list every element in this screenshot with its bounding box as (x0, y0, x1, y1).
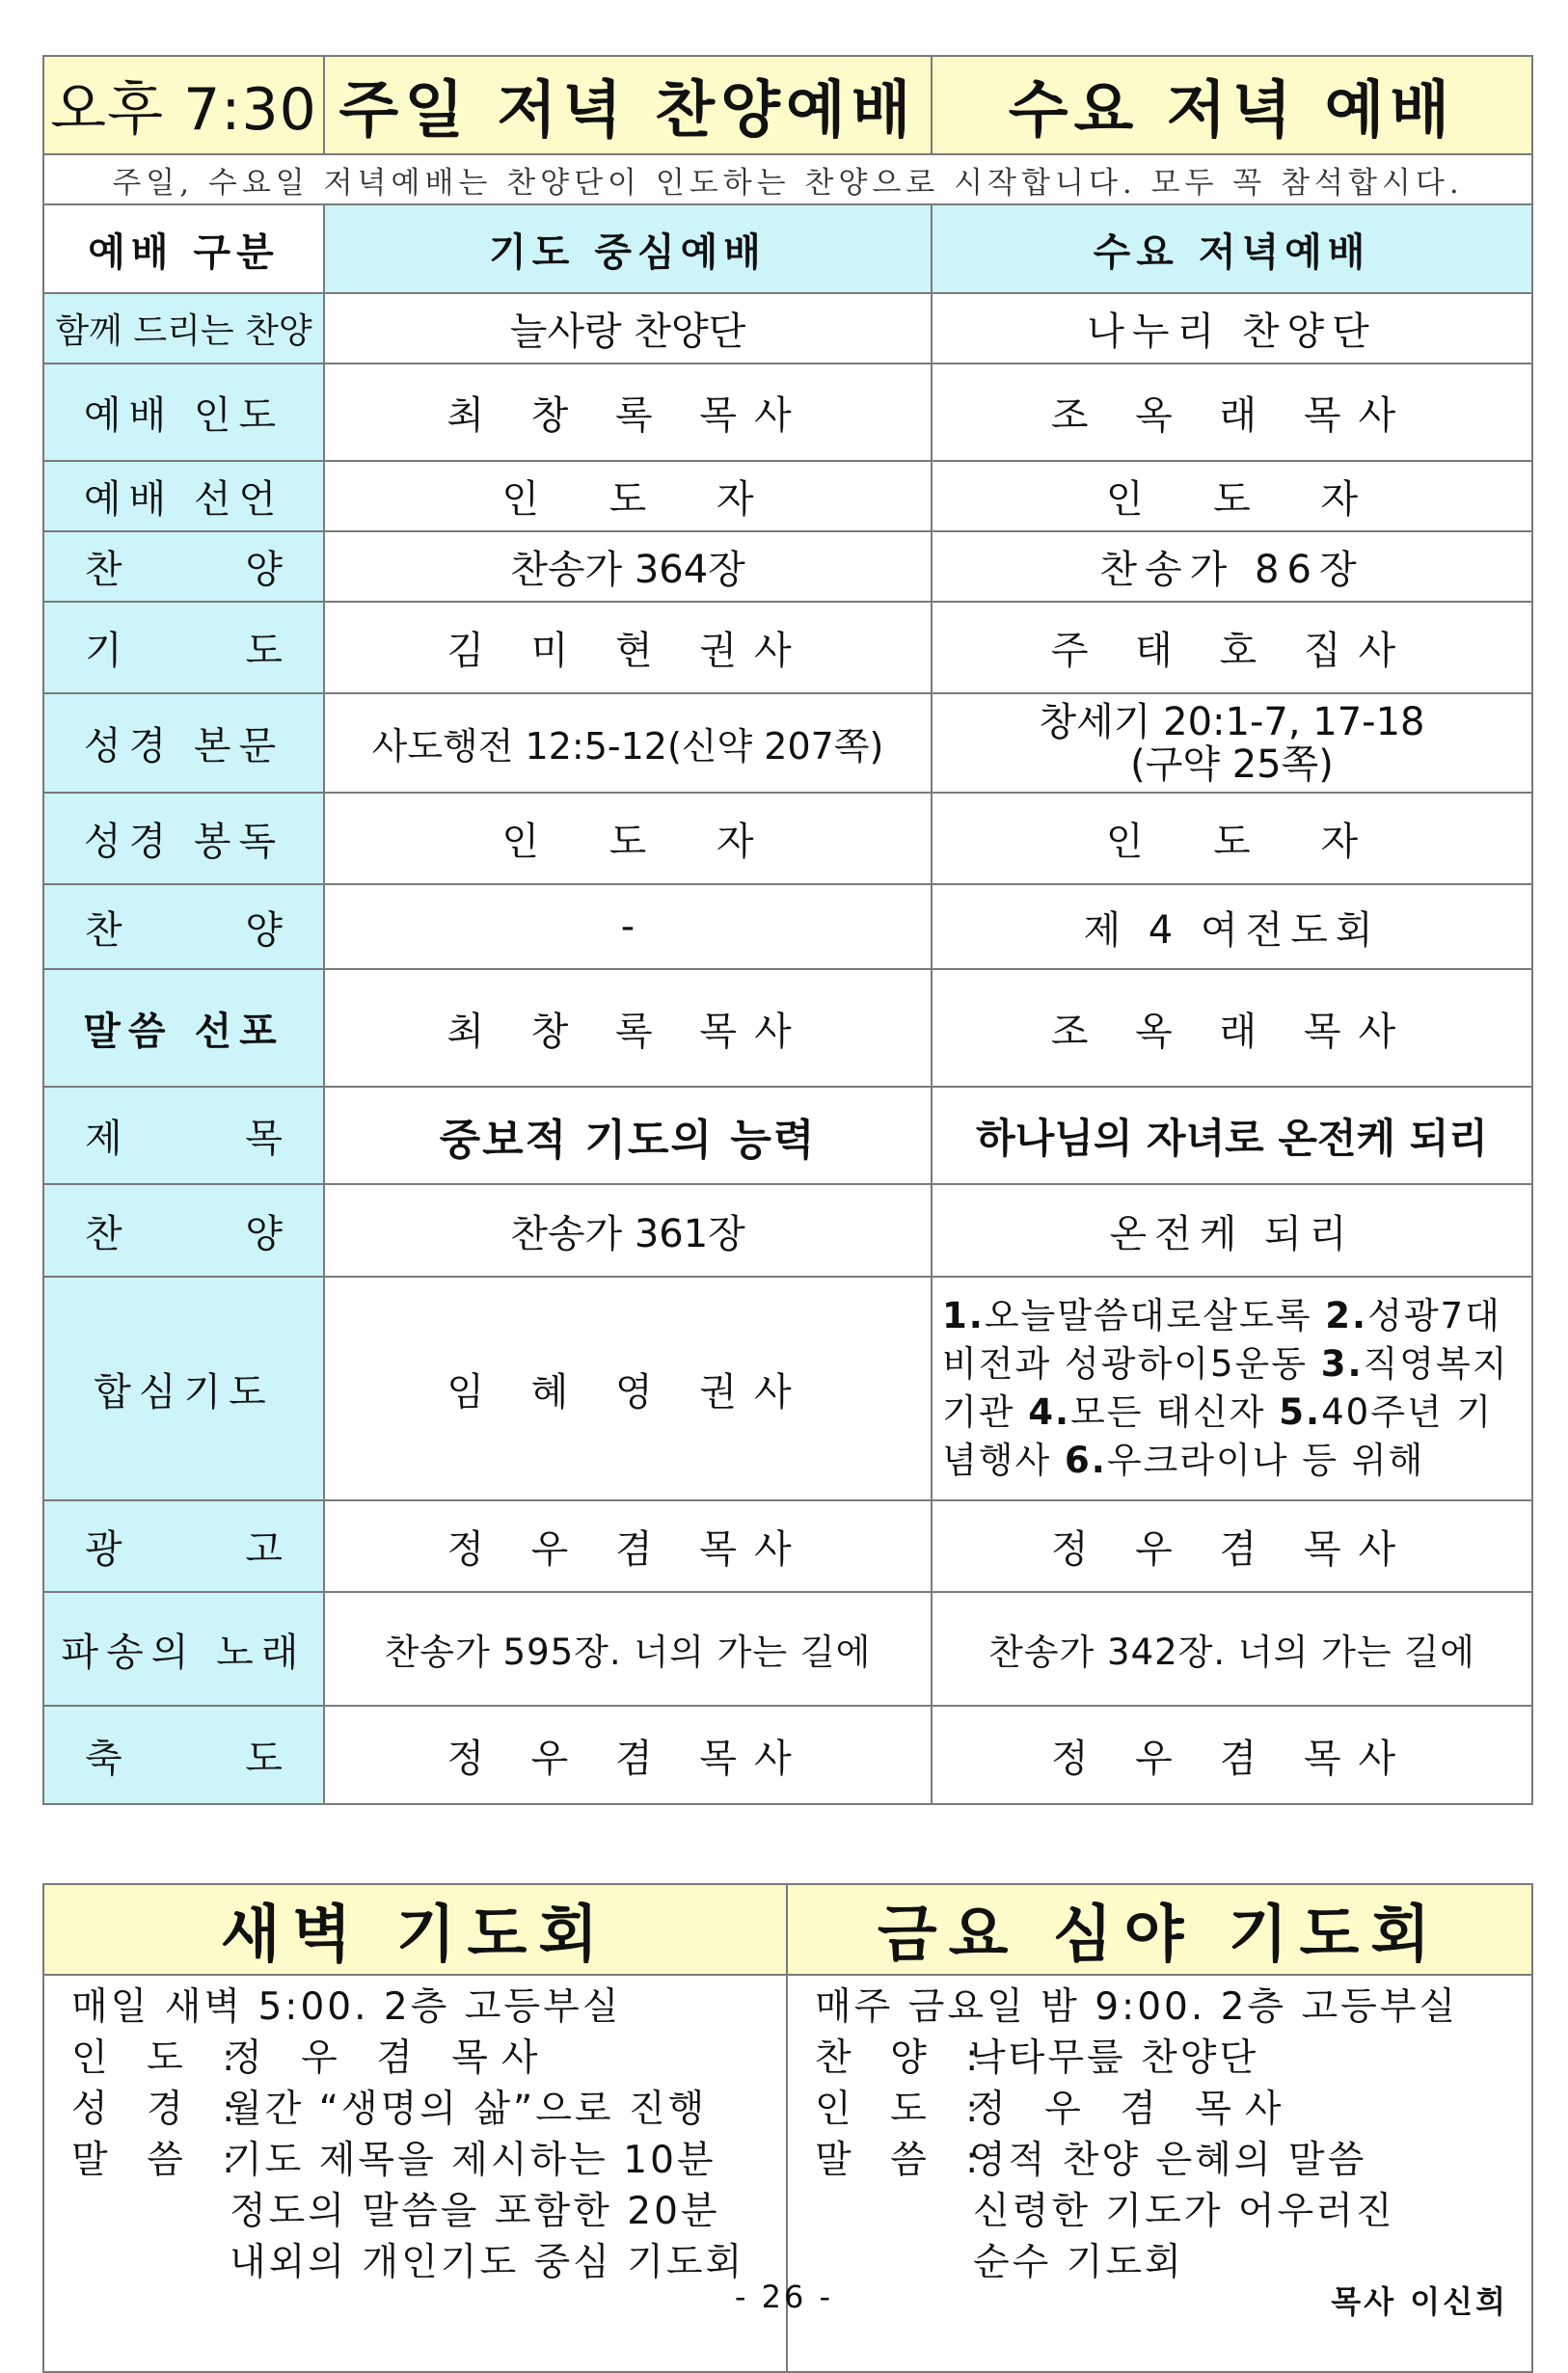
wednesday-cell: 나누리 찬양단 (932, 293, 1532, 364)
prayer-topics-list: 1.오늘말씀대로살도록 2.성광7대 비전과 성광하이5운동 3.직영복지기관 4.모든 태신자 5.40주년 기념행사 6.우크라이나 등 위해 (932, 1277, 1532, 1500)
friday-leader: 인 도 :정 우 겸 목사 (815, 2088, 1295, 2131)
service-time: 오후 7:30 (43, 56, 324, 154)
prayer-title-row (43, 1884, 1532, 1975)
friday-schedule: 매주 금요일 밤 9:00. 2층 고등부실 (815, 1985, 1459, 2029)
pastor-signature: 목사 이신희 (1331, 2283, 1508, 2320)
sunday-cell: 찬송가 595장. 너의 가는 길에 (324, 1592, 932, 1706)
friday-word-line3: 순수 기도회 (973, 2241, 1184, 2284)
table-row (43, 1592, 1532, 1706)
sunday-cell: 정 우 겸 목사 (324, 1500, 932, 1592)
dawn-word: 말 씀 :기도 제목을 제시하는 10분 (71, 2139, 716, 2182)
row-label: 예배 선언 (43, 461, 324, 531)
column-category: 예배 구분 (43, 204, 324, 293)
wednesday-cell: 조 옥 래 목사 (932, 969, 1532, 1087)
page-number: - 26 - (734, 2279, 834, 2315)
row-label: 제 목 (43, 1087, 324, 1184)
row-label: 함께 드리는 찬양 (43, 293, 324, 364)
sunday-cell: 찬송가 364장 (324, 531, 932, 602)
column-wednesday: 수요 저녁예배 (932, 204, 1532, 293)
friday-word: 말 씀 :영적 찬양 은혜의 말씀 (815, 2139, 1367, 2182)
table-row (43, 602, 1532, 693)
row-label: 파송의 노래 (43, 1592, 324, 1706)
table-row (43, 884, 1532, 969)
wednesday-cell: 온전케 되리 (932, 1184, 1532, 1277)
row-label: 말씀 선포 (43, 969, 324, 1087)
evening-service-table (42, 55, 1533, 1805)
row-label: 찬 양 (43, 884, 324, 969)
sunday-cell: 정 우 겸 목사 (324, 1706, 932, 1804)
row-label: 합심기도 (43, 1277, 324, 1500)
sunday-cell: 최 창 록 목사 (324, 969, 932, 1087)
column-sunday: 기도 중심예배 (324, 204, 932, 293)
sunday-cell: 인 도 자 (324, 793, 932, 884)
dawn-word-line2: 정도의 말씀을 포함한 20분 (230, 2190, 720, 2233)
dawn-leader: 인 도 :정 우 겸 목사 (71, 2036, 552, 2080)
friday-word-line2: 신령한 기도가 어우러진 (973, 2190, 1395, 2233)
row-label: 광 고 (43, 1500, 324, 1592)
row-label: 축 도 (43, 1706, 324, 1804)
row-label: 성경 봉독 (43, 793, 324, 884)
table-row (43, 1500, 1532, 1592)
notice-text: 주일, 수요일 저녁예배는 찬양단이 인도하는 찬양으로 시작합니다. 모두 꼭 참석합시다. (43, 154, 1532, 204)
table-row (43, 693, 1532, 793)
wednesday-cell: 창세기 20:1-7, 17-18 (구약 25쪽) (932, 693, 1532, 793)
table-row (43, 1184, 1532, 1277)
table-row (43, 1087, 1532, 1184)
sunday-cell: - (324, 884, 932, 969)
notice-row (43, 154, 1532, 204)
table-row (43, 1706, 1532, 1804)
wednesday-cell: 제 4 여전도회 (932, 884, 1532, 969)
row-label: 찬 양 (43, 1184, 324, 1277)
row-label: 찬 양 (43, 531, 324, 602)
wednesday-service-title: 수요 저녁 예배 (932, 56, 1532, 154)
table-row (43, 1277, 1532, 1500)
row-label: 예배 인도 (43, 364, 324, 461)
row-label: 성경 본문 (43, 693, 324, 793)
friday-praise: 찬 양 :낙타무릎 찬양단 (815, 2036, 1259, 2080)
wednesday-cell: 찬송가 86장 (932, 531, 1532, 602)
wednesday-cell: 주 태 호 집사 (932, 602, 1532, 693)
dawn-prayer-title: 새벽 기도회 (43, 1884, 787, 1975)
friday-prayer-title: 금요 심야 기도회 (787, 1884, 1532, 1975)
sunday-cell: 찬송가 361장 (324, 1184, 932, 1277)
dawn-bible: 성 경 :월간 “생명의 삶”으로 진행 (71, 2088, 708, 2131)
table-row (43, 293, 1532, 364)
table-row (43, 531, 1532, 602)
dawn-schedule: 매일 새벽 5:00. 2층 고등부실 (71, 1985, 622, 2029)
sunday-sermon-title: 중보적 기도의 능력 (324, 1087, 932, 1184)
sunday-cell: 김 미 현 권사 (324, 602, 932, 693)
column-header-row (43, 204, 1532, 293)
wednesday-cell: 인 도 자 (932, 793, 1532, 884)
wednesday-cell: 인 도 자 (932, 461, 1532, 531)
table-row (43, 461, 1532, 531)
sunday-service-title: 주일 저녁 찬양예배 (324, 56, 932, 154)
sunday-cell: 임 혜 영 권사 (324, 1277, 932, 1500)
row-label: 기 도 (43, 602, 324, 693)
service-header-row (43, 56, 1532, 154)
sunday-cell: 인 도 자 (324, 461, 932, 531)
wednesday-cell: 조 옥 래 목사 (932, 364, 1532, 461)
wednesday-cell: 정 우 겸 목사 (932, 1500, 1532, 1592)
table-row (43, 793, 1532, 884)
sunday-cell: 최 창 록 목사 (324, 364, 932, 461)
table-row (43, 969, 1532, 1087)
sunday-cell: 사도행전 12:5-12(신약 207쪽) (324, 693, 932, 793)
wednesday-sermon-title: 하나님의 자녀로 온전케 되리 (932, 1087, 1532, 1184)
wednesday-cell: 정 우 겸 목사 (932, 1706, 1532, 1804)
table-row (43, 364, 1532, 461)
dawn-word-line3: 내외의 개인기도 중심 기도회 (230, 2241, 745, 2284)
wednesday-cell: 찬송가 342장. 너의 가는 길에 (932, 1592, 1532, 1706)
sunday-cell: 늘사랑 찬양단 (324, 293, 932, 364)
